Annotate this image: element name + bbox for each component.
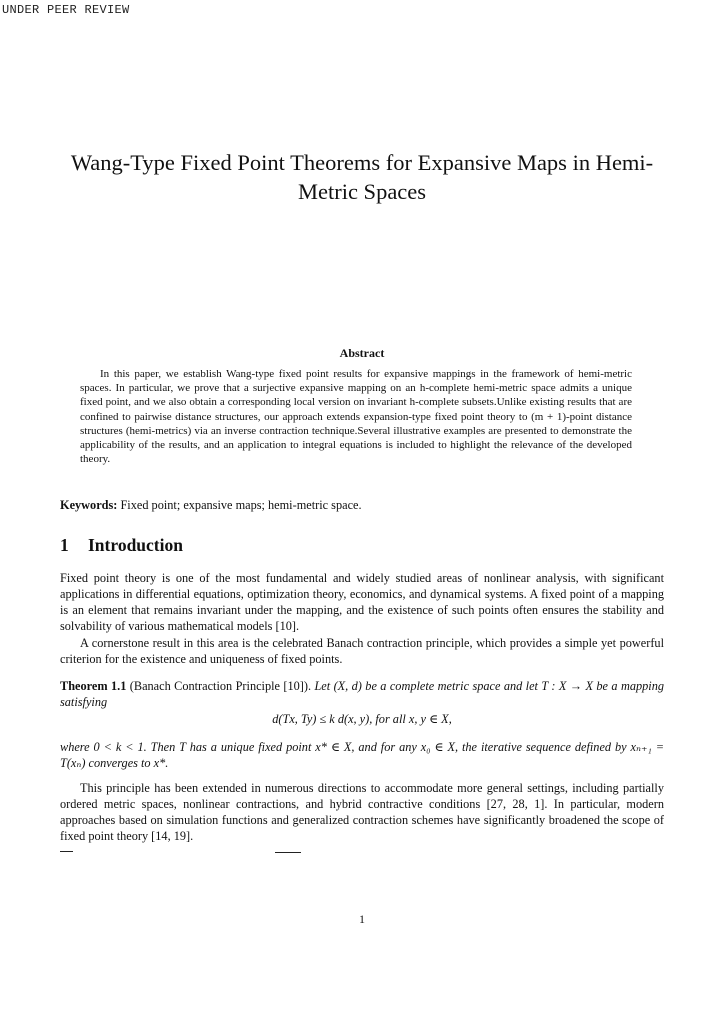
section-title: Introduction [88, 535, 183, 555]
footnote-rule-long [275, 852, 301, 853]
abstract-heading: Abstract [339, 346, 385, 360]
theorem-conclusion: where 0 < k < 1. Then T has a unique fixed point x* ∈ X, and for any x₀ ∈ X, the iterative sequence defined by xₙ₊₁ = T(xₙ) converges to x*. [60, 740, 664, 771]
paper-title: Wang-Type Fixed Point Theorems for Expansive Maps in Hemi-Metric Spaces [70, 150, 654, 204]
abstract-text: In this paper, we establish Wang-type fixed point results for expansive mappings in the framework of hemi-metric spaces. In particular, we prove that a surjective expansive mapping on an h-complete hemi-metric space admits a unique fixed point, and we also obtain a corresponding local version on invariant h-complete subsets.Unlike existing results that are confined to pairwise distance structures, our approach extends expansion-type fixed point theory to (m + 1)-point distance structures (hemi-metrics) via an inverse contraction technique.Several illustrative examples are presented to demonstrate the applicability of the results, and an application to integral equations is included to highlight the relevance of the developed theory. [80, 368, 632, 466]
keywords [60, 498, 664, 513]
intro-paragraph-3: This principle has been extended in numerous directions to accommodate more general settings, including partially ordered metric spaces, nonlinear contractions, and hybrid contractive conditions [27, 28, 1]. In particular, modern approaches based on simulation functions and generalized contraction schemes have significantly broadened the scope of fixed point theory [14, 19]. [60, 781, 664, 844]
theorem-equation: d(Tx, Ty) ≤ k d(x, y), for all x, y ∈ X, [272, 712, 452, 726]
section-heading [60, 535, 183, 556]
intro-paragraph-1: Fixed point theory is one of the most fundamental and widely studied areas of nonlinear analysis, with significant applications in differential equations, optimization theory, economics, and dynamical systems. A fixed point of a mapping is an element that remains invariant under the mapping, and the existence of such points often ensures the stability and solvability of various mathematical models [10]. [60, 571, 664, 634]
theorem-statement: Let (X, d) be a complete metric space and let T : X → X be a mapping satisfying [60, 679, 664, 710]
under-review-watermark: UNDER PEER REVIEW [2, 3, 130, 17]
theorem-label: Theorem 1.1 [60, 679, 127, 693]
theorem-note: (Banach Contraction Principle [10]). [129, 679, 312, 693]
theorem-block [60, 678, 664, 710]
keywords-text: Fixed point; expansive maps; hemi-metric space. [120, 498, 362, 512]
intro-paragraph-2: A cornerstone result in this area is the celebrated Banach contraction principle, which provides a simple yet powerful criterion for the existence and uniqueness of fixed points. [60, 636, 664, 667]
section-number: 1 [60, 535, 69, 555]
footnote-rule-short [60, 851, 73, 852]
keywords-label: Keywords: [60, 498, 118, 512]
page-number: 1 [359, 912, 365, 926]
